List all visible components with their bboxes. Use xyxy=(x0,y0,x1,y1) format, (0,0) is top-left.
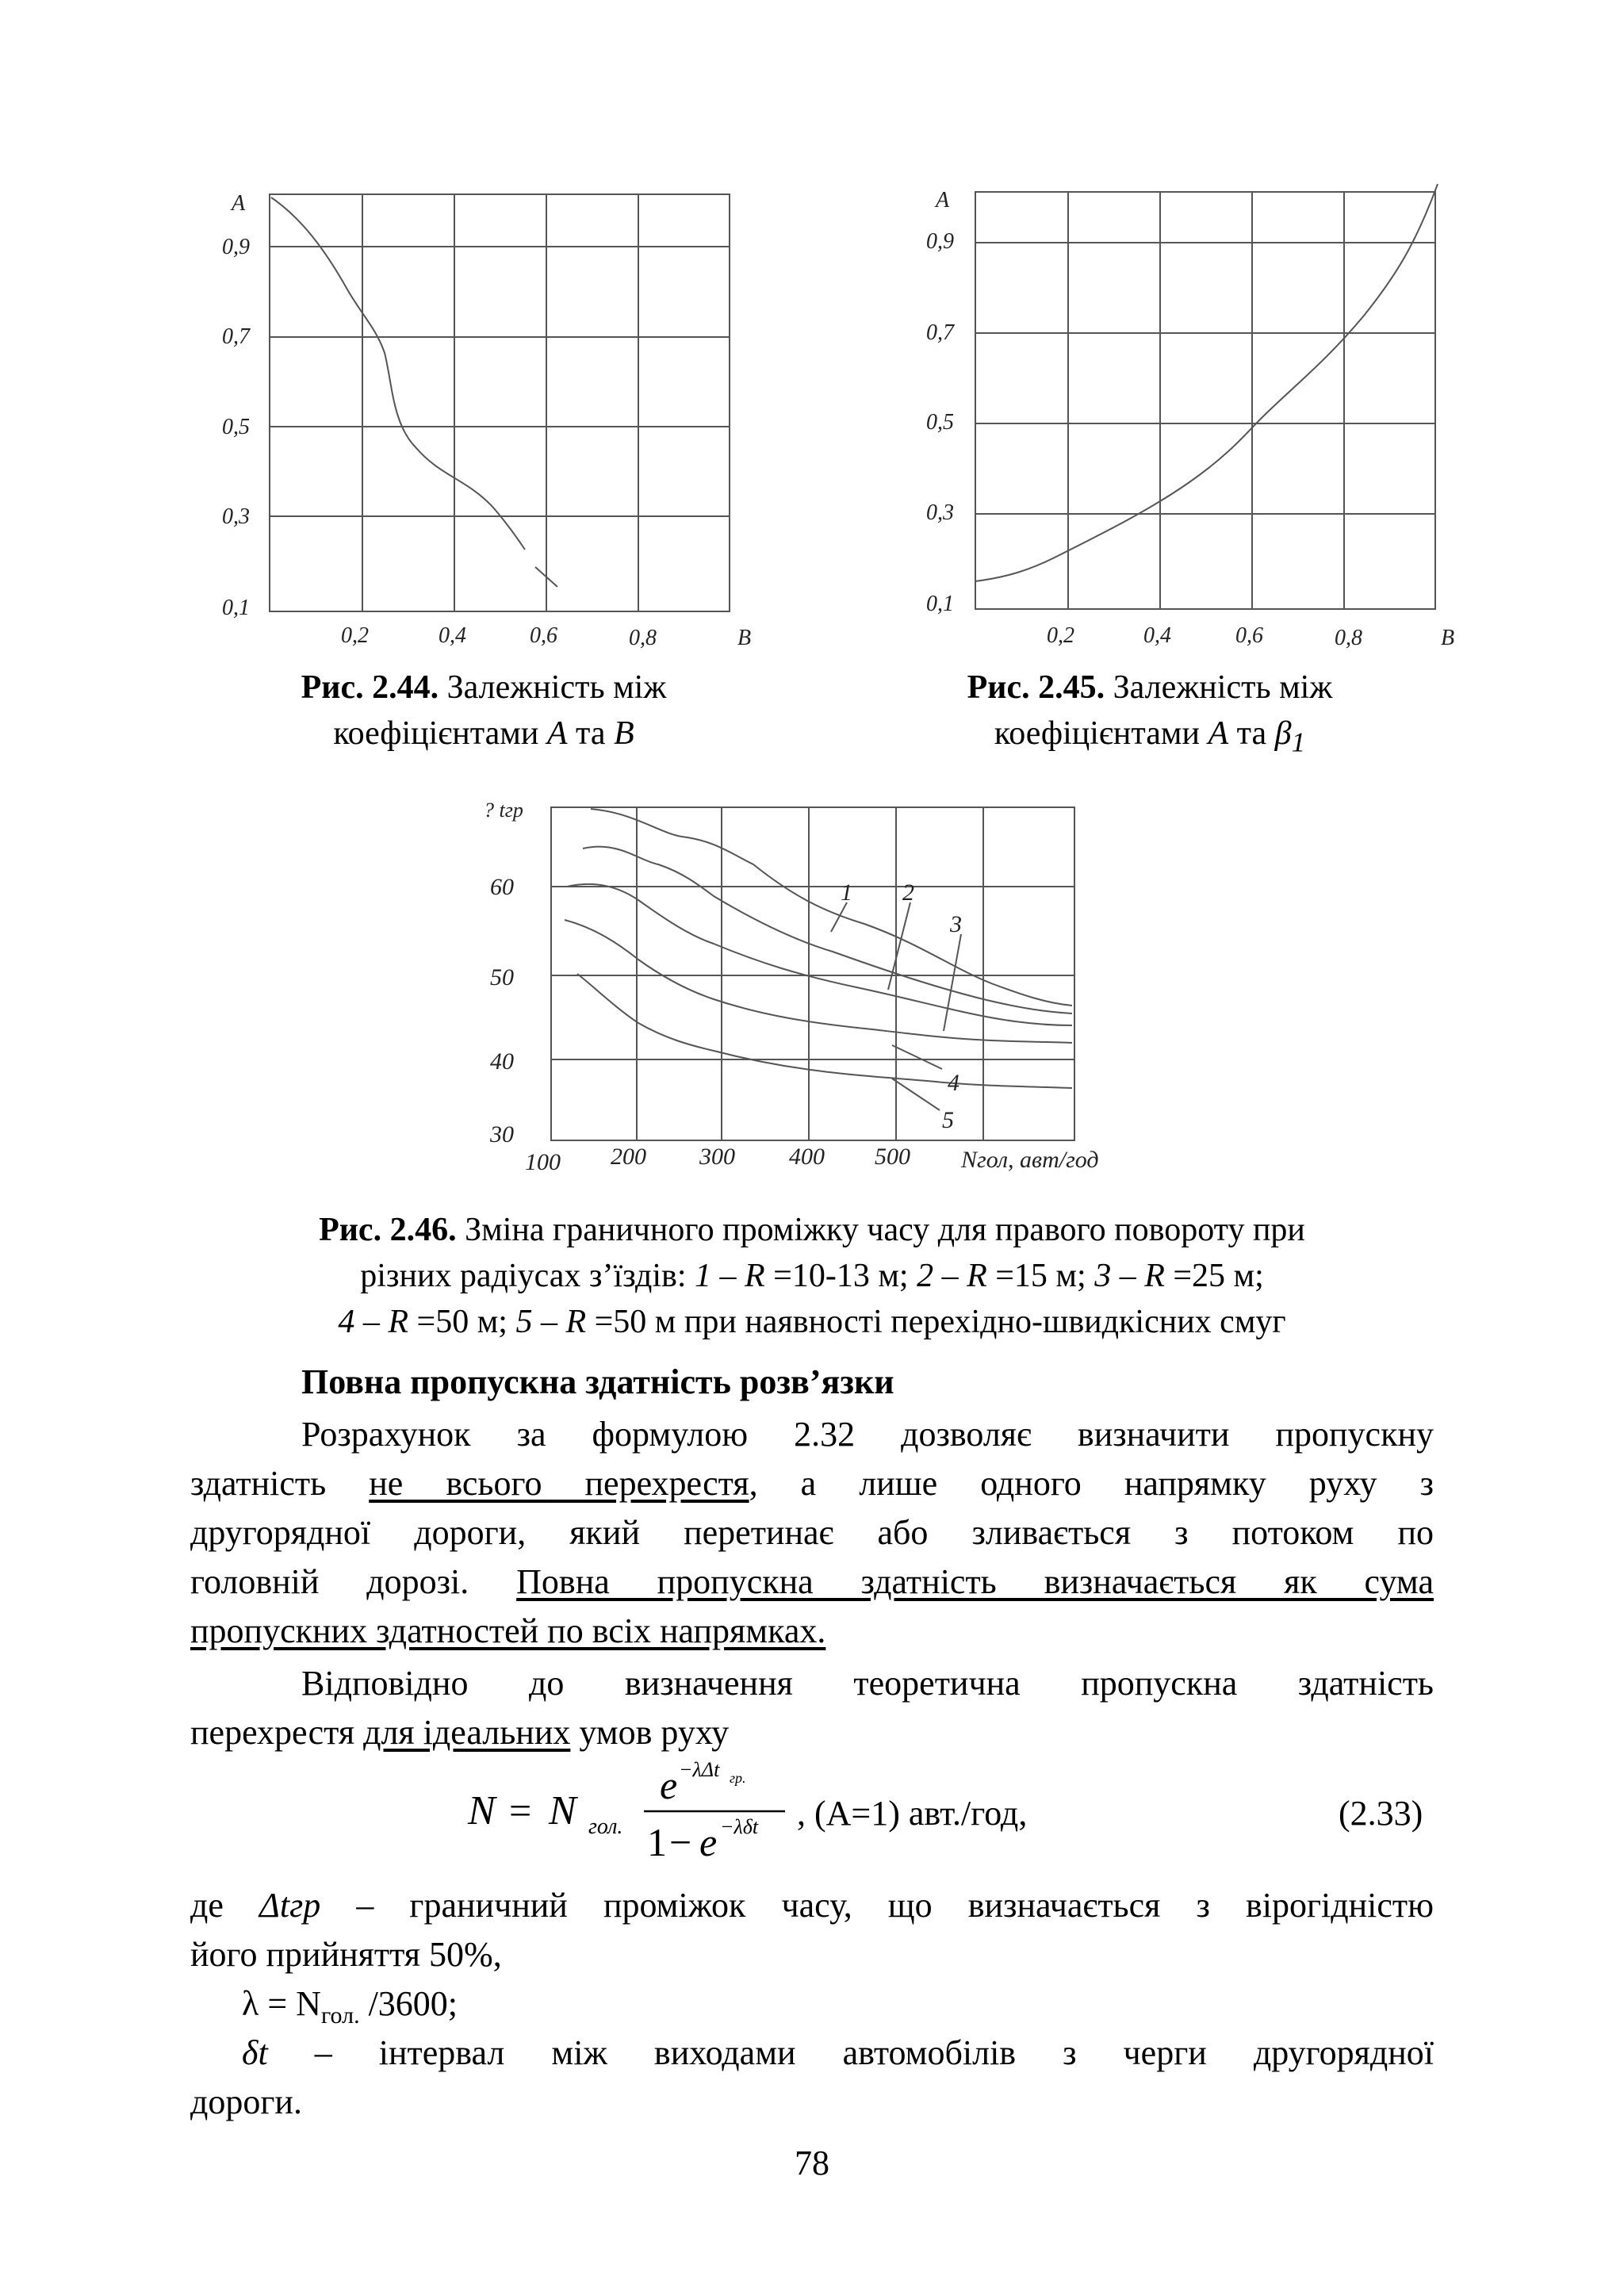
x-tick-label: 0,8 xyxy=(1335,626,1362,650)
caption-symbol: R xyxy=(1144,1258,1165,1294)
y-axis-label: A xyxy=(232,191,246,216)
paragraph-line xyxy=(190,1607,1434,1656)
curve-label: 3 xyxy=(950,911,962,937)
y-tick-label: 0,7 xyxy=(926,320,954,345)
text-run: /3600; xyxy=(359,1984,458,2023)
text-run: , а лише одного напрямку руху з xyxy=(749,1464,1434,1503)
paragraph-line xyxy=(190,1881,1434,1930)
text-run: здатність xyxy=(190,1464,370,1503)
formula-equals: = xyxy=(509,1788,532,1833)
caption-text: – xyxy=(933,1258,967,1294)
caption-text: =50 м при наявності перехідно-швидкісних смуг xyxy=(586,1304,1286,1340)
caption-text: =50 м; xyxy=(408,1304,516,1340)
formula-num-exp: −λΔt xyxy=(679,1758,720,1781)
caption-text: Залежність між xyxy=(1105,669,1333,706)
caption-text: та xyxy=(567,715,615,752)
section-heading: Повна пропускна здатність розв’язки xyxy=(301,1362,894,1401)
caption-symbol: B xyxy=(614,715,634,752)
x-axis-label: B xyxy=(1441,626,1455,650)
formula-num-sub: гр. xyxy=(730,1770,746,1786)
y-tick-label: 40 xyxy=(490,1048,514,1075)
formula-number: (2.33) xyxy=(1339,1794,1423,1833)
caption-text: =10-13 м; xyxy=(764,1258,917,1294)
symbol-delta-t: δt xyxy=(242,2033,268,2072)
caption-text: – xyxy=(711,1258,745,1294)
paragraph-line xyxy=(190,1459,1434,1508)
figure-2-46 xyxy=(476,793,1166,1190)
curve-label: 5 xyxy=(942,1107,954,1133)
caption-text: та xyxy=(1228,715,1275,752)
text-run: головній дорозі. xyxy=(190,1562,517,1601)
y-tick-label: 0,3 xyxy=(926,500,954,525)
x-tick-label: 200 xyxy=(611,1144,646,1170)
underlined-text: пропускних здатностей по всіх напрямках. xyxy=(190,1611,826,1650)
x-tick-label: 300 xyxy=(699,1144,735,1170)
underlined-text: для ідеальних xyxy=(363,1713,571,1752)
curve-3 xyxy=(567,884,1072,1025)
figure-2-44 xyxy=(214,186,769,654)
curve-a-beta1 xyxy=(975,184,1438,581)
text-run: умов руху xyxy=(570,1713,730,1752)
text-run: – інтервал між виходами автомобілів з черги другорядної xyxy=(267,2033,1434,2072)
text-run: λ = N xyxy=(242,1984,321,2023)
x-tick-label: 400 xyxy=(789,1144,825,1170)
underlined-text: не всього перехрестя xyxy=(369,1464,749,1503)
caption-number: Рис. 2.44. xyxy=(301,669,439,706)
curve-label: 2 xyxy=(902,879,914,906)
caption-text: =15 м; xyxy=(986,1258,1095,1294)
x-tick-label: 0,4 xyxy=(1143,623,1171,648)
curve-a-b xyxy=(271,197,525,550)
curve-label: 1 xyxy=(841,879,852,906)
curve-5 xyxy=(577,974,1072,1088)
x-tick-label: 0,4 xyxy=(439,623,466,648)
y-tick-label: 0,1 xyxy=(222,596,250,620)
caption-curve-number: 1 xyxy=(695,1258,712,1294)
paragraph-line: другорядної дороги, який перетинає або зливається з потоком по xyxy=(190,1513,1434,1552)
paragraph-line xyxy=(190,1708,1434,1757)
caption-text: Залежність між xyxy=(439,669,667,706)
caption-text: коефіцієнтами xyxy=(333,715,547,752)
caption-text: – xyxy=(1111,1258,1145,1294)
curve-label: 4 xyxy=(948,1070,959,1096)
caption-subscript: 1 xyxy=(1291,726,1306,758)
subscript: гол. xyxy=(320,2002,360,2029)
caption-symbol: A xyxy=(546,715,568,752)
paragraph-line xyxy=(242,2029,1434,2078)
caption-curve-number: 3 xyxy=(1094,1258,1112,1294)
x-tick-label: 0,6 xyxy=(530,623,557,648)
caption-curve-number: 5 xyxy=(515,1304,533,1340)
figure-2-45 xyxy=(920,181,1475,653)
y-tick-label: 0,3 xyxy=(222,504,250,529)
x-tick-label: 0,2 xyxy=(1047,623,1074,648)
y-tick-label: 50 xyxy=(490,964,514,990)
y-tick-label: 0,1 xyxy=(926,592,954,616)
x-tick-label: 500 xyxy=(875,1144,910,1170)
y-tick-label: 30 xyxy=(490,1121,514,1148)
caption-curve-number: 2 xyxy=(917,1258,934,1294)
paragraph-line: Відповідно до визначення теоретична пропускна здатність xyxy=(301,1664,1434,1703)
caption-text: – xyxy=(354,1304,389,1340)
text-run: – граничний проміжок часу, що визначається з вірогідністю xyxy=(320,1886,1434,1925)
formula-den-minus: − xyxy=(669,1820,692,1864)
caption-text: різних радіусах з’їздів: xyxy=(360,1258,695,1294)
y-axis-label: A xyxy=(936,188,950,213)
text-run: перехрестя xyxy=(190,1713,364,1752)
y-tick-label: 0,9 xyxy=(926,229,954,254)
caption-text: – xyxy=(532,1304,566,1340)
paragraph-line: дороги. xyxy=(190,2082,302,2121)
caption-text: коефіцієнтами xyxy=(994,715,1208,752)
x-tick-label: 0,6 xyxy=(1235,623,1263,648)
x-tick-label: 0,8 xyxy=(629,626,657,650)
caption-symbol: β xyxy=(1274,715,1292,752)
formula-lhs: N xyxy=(468,1788,496,1833)
paragraph-line xyxy=(190,1557,1434,1607)
caption-symbol: R xyxy=(967,1258,987,1294)
y-tick-label: 60 xyxy=(490,874,514,900)
caption-symbol: R xyxy=(745,1258,765,1294)
formula-sub: гол. xyxy=(588,1814,623,1839)
caption-curve-number: 4 xyxy=(338,1304,355,1340)
paragraph-line: Розрахунок за формулою 2.32 дозволяє визначити пропускну xyxy=(301,1415,1434,1454)
formula-n: N xyxy=(549,1788,576,1833)
caption-number: Рис. 2.45. xyxy=(967,669,1105,706)
caption-text: =25 м; xyxy=(1164,1258,1264,1294)
symbol-delta-t: Δtгр xyxy=(259,1886,321,1925)
text-run: де xyxy=(190,1886,260,1925)
underlined-text: Повна пропускна здатність визначається як сума xyxy=(516,1562,1434,1601)
caption-symbol: R xyxy=(565,1304,587,1340)
figure-2-46-caption xyxy=(190,1207,1434,1345)
formula-den-one: 1 xyxy=(647,1820,667,1864)
formula-suffix: , (А=1) авт./год, xyxy=(797,1794,1028,1833)
y-tick-label: 0,7 xyxy=(222,324,250,349)
caption-symbol: R xyxy=(388,1304,409,1340)
formula-den-e: e xyxy=(699,1820,718,1864)
figure-2-45-caption xyxy=(896,665,1404,765)
curve-2 xyxy=(583,847,1072,1013)
y-tick-label: 0,9 xyxy=(222,235,250,259)
x-tick-label: 100 xyxy=(525,1149,561,1175)
page-number: 78 xyxy=(795,2144,829,2182)
caption-symbol: A xyxy=(1208,715,1229,752)
y-axis-label: ? tгр xyxy=(484,799,523,822)
figure-2-44-caption xyxy=(230,665,737,757)
caption-text: Зміна граничного проміжку часу для правого повороту при xyxy=(456,1212,1305,1248)
x-axis-label: B xyxy=(737,626,752,650)
caption-number: Рис. 2.46. xyxy=(319,1212,457,1248)
paragraph-line: його прийняття 50%, xyxy=(190,1935,502,1974)
formula-den-exp: −λδt xyxy=(720,1815,759,1838)
formula-num-e: e xyxy=(660,1763,678,1807)
y-tick-label: 0,5 xyxy=(926,410,954,435)
y-tick-label: 0,5 xyxy=(222,415,250,439)
x-tick-label: 0,2 xyxy=(341,623,369,648)
x-axis-label: Nгол, авт/год xyxy=(961,1147,1099,1173)
